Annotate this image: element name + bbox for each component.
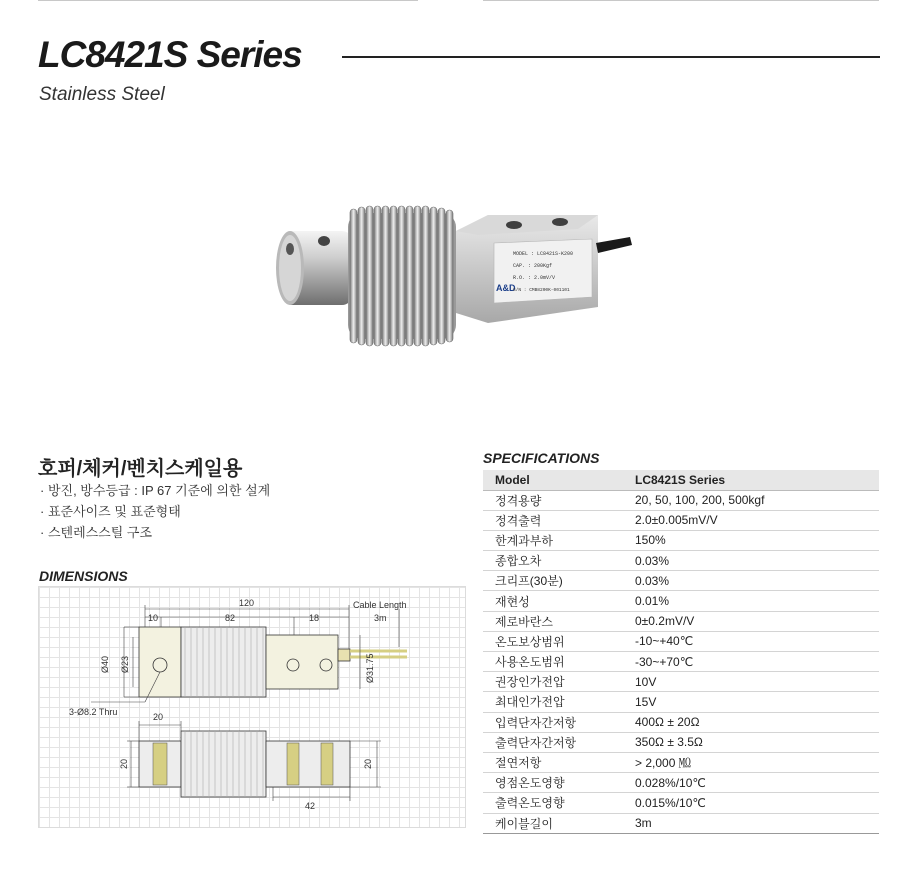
- brand-logo: A&D: [496, 283, 516, 293]
- specifications-table: [483, 470, 879, 834]
- table-row: [483, 551, 879, 571]
- dim-d3175: Ø31.75: [365, 653, 375, 683]
- dim-d23: Ø23: [120, 655, 130, 673]
- spec-key: 입력단자간저항: [483, 712, 623, 732]
- spec-key: 한계과부하: [483, 530, 623, 550]
- spec-value: 10V: [623, 672, 879, 692]
- spec-key: 제로바란스: [483, 611, 623, 631]
- page-subtitle: Stainless Steel: [39, 84, 165, 105]
- dim-d40: Ø40: [100, 655, 110, 673]
- table-row: [483, 793, 879, 813]
- spec-value: -30~+70℃: [623, 652, 879, 672]
- spec-value: 2.0±0.005mV/V: [623, 510, 879, 530]
- spec-value: 150%: [623, 530, 879, 550]
- spec-key: 영점온도영향: [483, 773, 623, 793]
- dim-right: 18: [309, 613, 320, 623]
- dim-b20-right: 20: [363, 758, 373, 769]
- dimensions-drawing: [38, 586, 466, 828]
- spec-value: 15V: [623, 692, 879, 712]
- spec-key: 크리프(30분): [483, 571, 623, 591]
- spec-key: 절연저항: [483, 752, 623, 772]
- table-row: [483, 652, 879, 672]
- load-cell-photo: [260, 185, 640, 365]
- table-row: [483, 692, 879, 712]
- list-item: · 방진, 방수등급 : IP 67 기준에 의한 설계: [40, 480, 270, 501]
- dim-mid: 82: [225, 613, 236, 623]
- spec-key: 종합오차: [483, 551, 623, 571]
- column-header: Model: [483, 470, 623, 490]
- title-rule: [342, 56, 880, 58]
- dim-b20-left: 20: [119, 758, 129, 769]
- cable-length-title: Cable Length: [353, 600, 407, 610]
- table-row: [483, 611, 879, 631]
- spec-key: 출력온도영향: [483, 793, 623, 813]
- spec-key: 출력단자간저항: [483, 732, 623, 752]
- dim-b20: 20: [153, 712, 164, 722]
- spec-key: 정격용량: [483, 490, 623, 510]
- spec-key: 케이블길이: [483, 813, 623, 833]
- dim-b42: 42: [305, 801, 316, 811]
- label-line: CAP. : 200Kgf: [513, 263, 553, 269]
- spec-value: 20, 50, 100, 200, 500kgf: [623, 490, 879, 510]
- spec-value: 0.028%/10℃: [623, 773, 879, 793]
- table-row: [483, 490, 879, 510]
- list-item: · 표준사이즈 및 표준형태: [40, 501, 270, 522]
- label-line: R.O. : 2.0mV/V: [513, 275, 556, 281]
- spec-value: 0.01%: [623, 591, 879, 611]
- table-row: [483, 672, 879, 692]
- top-divider-right: [483, 0, 879, 1]
- table-row: [483, 530, 879, 550]
- top-divider-left: [38, 0, 418, 1]
- table-row: [483, 591, 879, 611]
- spec-key: 온도보상범위: [483, 631, 623, 651]
- table-row: [483, 773, 879, 793]
- dimensions-title: DIMENSIONS: [39, 568, 128, 584]
- spec-value: 3m: [623, 813, 879, 833]
- dim-thru: 3-Ø8.2 Thru: [69, 707, 118, 717]
- usage-title: 호퍼/체커/벤치스케일용: [38, 458, 243, 480]
- column-header: LC8421S Series: [623, 470, 879, 490]
- list-item: · 스텐레스스틸 구조: [40, 522, 270, 543]
- spec-value: 0.015%/10℃: [623, 793, 879, 813]
- spec-key: 사용온도범위: [483, 652, 623, 672]
- spec-key: 정격출력: [483, 510, 623, 530]
- feature-list: [40, 480, 270, 543]
- dim-left: 10: [148, 613, 159, 623]
- label-line: MODEL : LC8421S-K200: [513, 251, 574, 257]
- page-title: LC8421S Series: [38, 34, 302, 75]
- dim-total: 120: [239, 598, 255, 608]
- table-row: [483, 510, 879, 530]
- bellows: [348, 206, 456, 346]
- table-row: [483, 732, 879, 752]
- spec-value: 350Ω ± 3.5Ω: [623, 732, 879, 752]
- spec-value: 0.03%: [623, 571, 879, 591]
- model-label-plate: [494, 239, 592, 303]
- spec-value: 0.03%: [623, 551, 879, 571]
- spec-value: 400Ω ± 20Ω: [623, 712, 879, 732]
- table-row: [483, 631, 879, 651]
- table-row: [483, 571, 879, 591]
- spec-value: -10~+40℃: [623, 631, 879, 651]
- spec-key: 권장인가전압: [483, 672, 623, 692]
- table-row: [483, 752, 879, 772]
- cable-length-value: 3m: [374, 613, 387, 623]
- spec-value: 0±0.2mV/V: [623, 611, 879, 631]
- spec-value: > 2,000 ㏁: [623, 752, 879, 772]
- spec-key: 재현성: [483, 591, 623, 611]
- table-row: [483, 813, 879, 833]
- specifications-title: SPECIFICATIONS: [483, 450, 600, 466]
- table-row: [483, 712, 879, 732]
- spec-key: 최대인가전압: [483, 692, 623, 712]
- table-header-row: [483, 470, 879, 490]
- label-line: S/N : CMB8200K-001101: [513, 288, 570, 293]
